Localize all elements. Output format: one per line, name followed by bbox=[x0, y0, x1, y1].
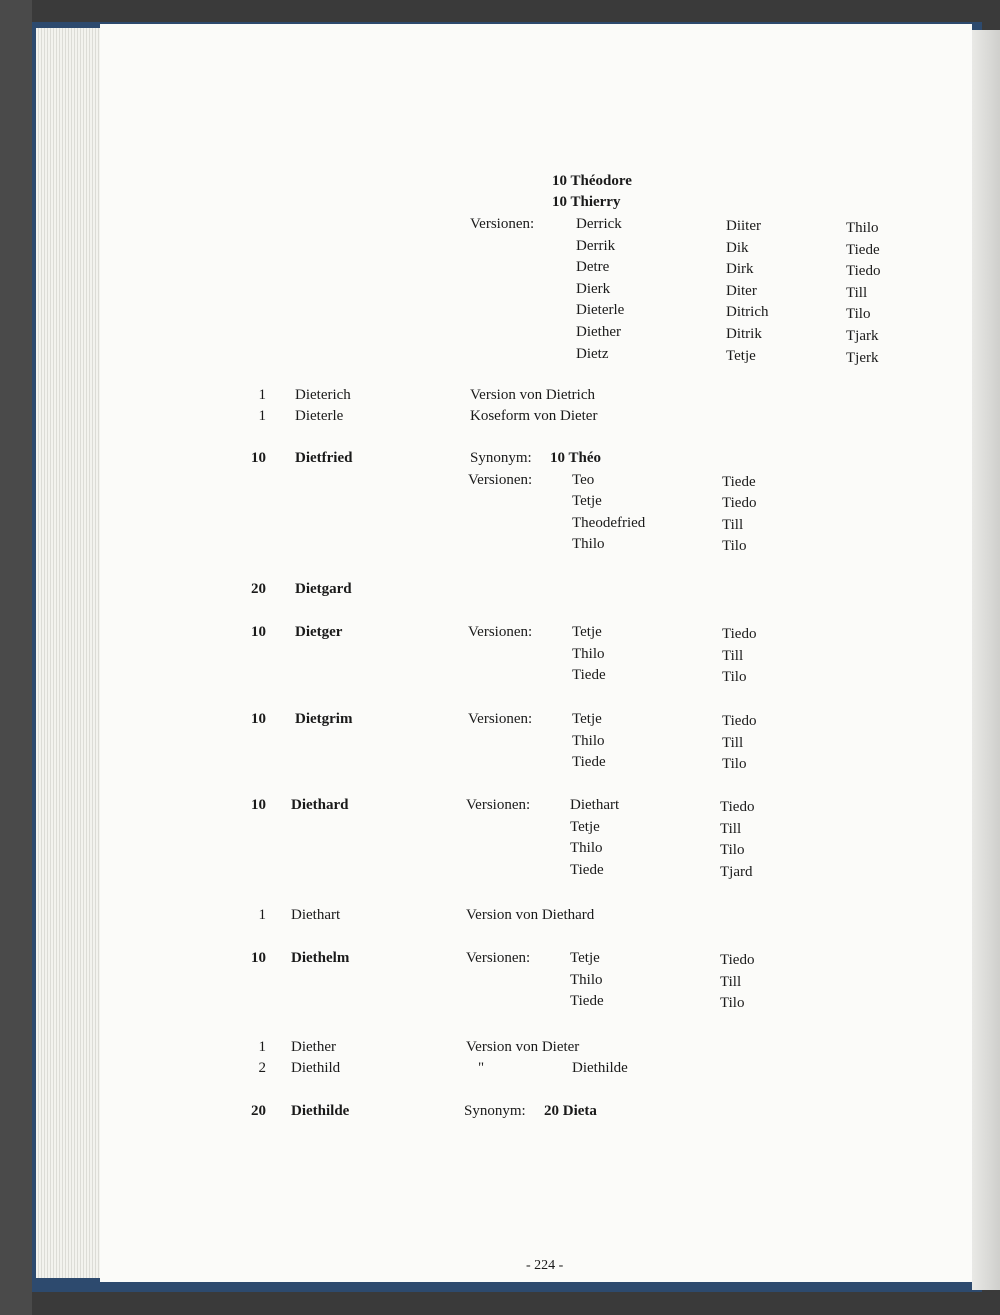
synonym-name: 10 Théodore bbox=[552, 173, 632, 189]
version-name: Thilo bbox=[572, 732, 605, 749]
entry-name: Diethelm bbox=[291, 950, 350, 966]
version-name: Till bbox=[722, 734, 744, 751]
version-name: Tiede bbox=[572, 754, 606, 771]
version-name: Derrick bbox=[576, 216, 622, 232]
entry-description: Version von Diethard bbox=[466, 907, 595, 923]
version-name: Tiedo bbox=[720, 952, 755, 968]
version-name: Tilo bbox=[722, 669, 747, 686]
version-name: Dieterle bbox=[576, 302, 625, 319]
versions-label: Versionen: bbox=[466, 950, 531, 966]
version-name: Diter bbox=[726, 282, 757, 299]
version-name: Diiter bbox=[726, 218, 761, 234]
entry-frequency: 10 bbox=[251, 450, 266, 466]
version-name: Ditrik bbox=[726, 326, 762, 342]
entry-description: Koseform von Dieter bbox=[470, 408, 598, 424]
entry-frequency: 10 bbox=[251, 797, 266, 813]
version-name: Ditrich bbox=[726, 304, 769, 321]
page-edges bbox=[36, 28, 108, 1278]
entry-name: Diether bbox=[291, 1039, 336, 1055]
version-name: Tjark bbox=[846, 328, 879, 344]
entry-frequency: 10 bbox=[251, 950, 266, 966]
version-name: Teo bbox=[572, 471, 595, 488]
entry-frequency: 1 bbox=[258, 907, 266, 923]
right-page-edge bbox=[972, 30, 1000, 1290]
version-name: Tiedo bbox=[722, 626, 757, 642]
version-name: Dietz bbox=[576, 345, 609, 362]
entry-frequency: 20 bbox=[251, 1103, 266, 1119]
version-name: Tilo bbox=[720, 842, 745, 859]
entry-frequency: 1 bbox=[258, 408, 266, 424]
synonym-label: Synonym: bbox=[464, 1103, 526, 1119]
version-name: Dik bbox=[726, 239, 749, 256]
version-name: Thilo bbox=[572, 645, 605, 662]
version-name: Dirk bbox=[726, 261, 754, 278]
entry-frequency: 1 bbox=[258, 387, 266, 403]
entry-name: Diethart bbox=[291, 907, 341, 923]
version-name: Tiedo bbox=[720, 799, 755, 815]
version-name: Till bbox=[720, 973, 742, 990]
entry-name: Diethard bbox=[291, 797, 349, 813]
version-name: Tiede bbox=[722, 473, 756, 490]
version-name: Tiedo bbox=[846, 263, 881, 280]
ditto-mark: " bbox=[478, 1060, 485, 1076]
entry-name: Dietgard bbox=[295, 581, 352, 597]
version-name: Tetje bbox=[570, 818, 600, 835]
version-name: Tetje bbox=[570, 950, 600, 966]
version-name: Tetje bbox=[572, 624, 602, 640]
version-name: Tiedo bbox=[722, 713, 757, 729]
version-name: Diethart bbox=[570, 797, 620, 813]
book-page bbox=[100, 24, 972, 1282]
entry-frequency: 10 bbox=[251, 624, 266, 640]
entry-description: Version von Dieter bbox=[466, 1039, 580, 1055]
entry-description: Version von Dietrich bbox=[470, 387, 595, 403]
version-name: Tiede bbox=[570, 861, 604, 878]
entry-name: Dieterle bbox=[295, 408, 344, 424]
entry-frequency: 1 bbox=[258, 1039, 266, 1055]
version-name: Thilo bbox=[846, 220, 879, 236]
entry-frequency: 20 bbox=[251, 581, 266, 597]
version-name: Tiedo bbox=[722, 495, 757, 512]
book-spine bbox=[0, 0, 32, 1315]
version-name: Tetje bbox=[572, 711, 602, 727]
version-name: Till bbox=[846, 284, 868, 301]
synonym-label: Synonym: bbox=[470, 450, 532, 466]
version-name: Till bbox=[722, 647, 744, 664]
version-name: Tilo bbox=[722, 538, 747, 555]
versions-label: Versionen: bbox=[470, 216, 535, 232]
version-name: Tilo bbox=[722, 756, 747, 773]
synonym-name: 10 Thierry bbox=[552, 194, 621, 210]
version-name: Tiede bbox=[570, 993, 604, 1010]
page-number: - 224 - bbox=[526, 1258, 564, 1273]
version-name: Thilo bbox=[570, 840, 603, 857]
versions-label: Versionen: bbox=[468, 711, 533, 727]
entry-name: Dietfried bbox=[295, 450, 353, 466]
entry-name: Diethild bbox=[291, 1060, 341, 1076]
version-name: Tetje bbox=[572, 493, 602, 510]
version-name: Tilo bbox=[846, 306, 871, 323]
version-name: Theodefried bbox=[572, 514, 646, 531]
version-name: Derrik bbox=[576, 237, 616, 254]
entry-name: Dietger bbox=[295, 624, 343, 640]
version-name: Detre bbox=[576, 259, 610, 276]
version-name: Dierk bbox=[576, 280, 611, 297]
version-name: Till bbox=[720, 820, 742, 837]
synonym-name: 10 Théo bbox=[550, 450, 601, 466]
version-name: Tiede bbox=[846, 241, 880, 258]
version-name: Tilo bbox=[720, 995, 745, 1012]
synonym-name: 20 Dieta bbox=[544, 1103, 597, 1119]
version-name: Tiede bbox=[572, 667, 606, 684]
version-name: Tjerk bbox=[846, 349, 879, 366]
entry-name: Diethilde bbox=[291, 1103, 350, 1119]
versions-label: Versionen: bbox=[468, 624, 533, 640]
version-name: Till bbox=[722, 516, 744, 533]
entry-name: Dietgrim bbox=[295, 711, 353, 727]
version-name: Tetje bbox=[726, 347, 756, 364]
entry-name: Dieterich bbox=[295, 387, 351, 403]
entry-frequency: 10 bbox=[251, 711, 266, 727]
version-name: Thilo bbox=[570, 971, 603, 988]
entry-frequency: 2 bbox=[258, 1060, 266, 1076]
versions-label: Versionen: bbox=[466, 797, 531, 813]
version-name: Thilo bbox=[572, 536, 605, 553]
version-name: Tjard bbox=[720, 863, 753, 880]
version-name: Diether bbox=[576, 324, 621, 340]
versions-label: Versionen: bbox=[468, 471, 533, 488]
entry-description: Diethilde bbox=[572, 1060, 628, 1076]
